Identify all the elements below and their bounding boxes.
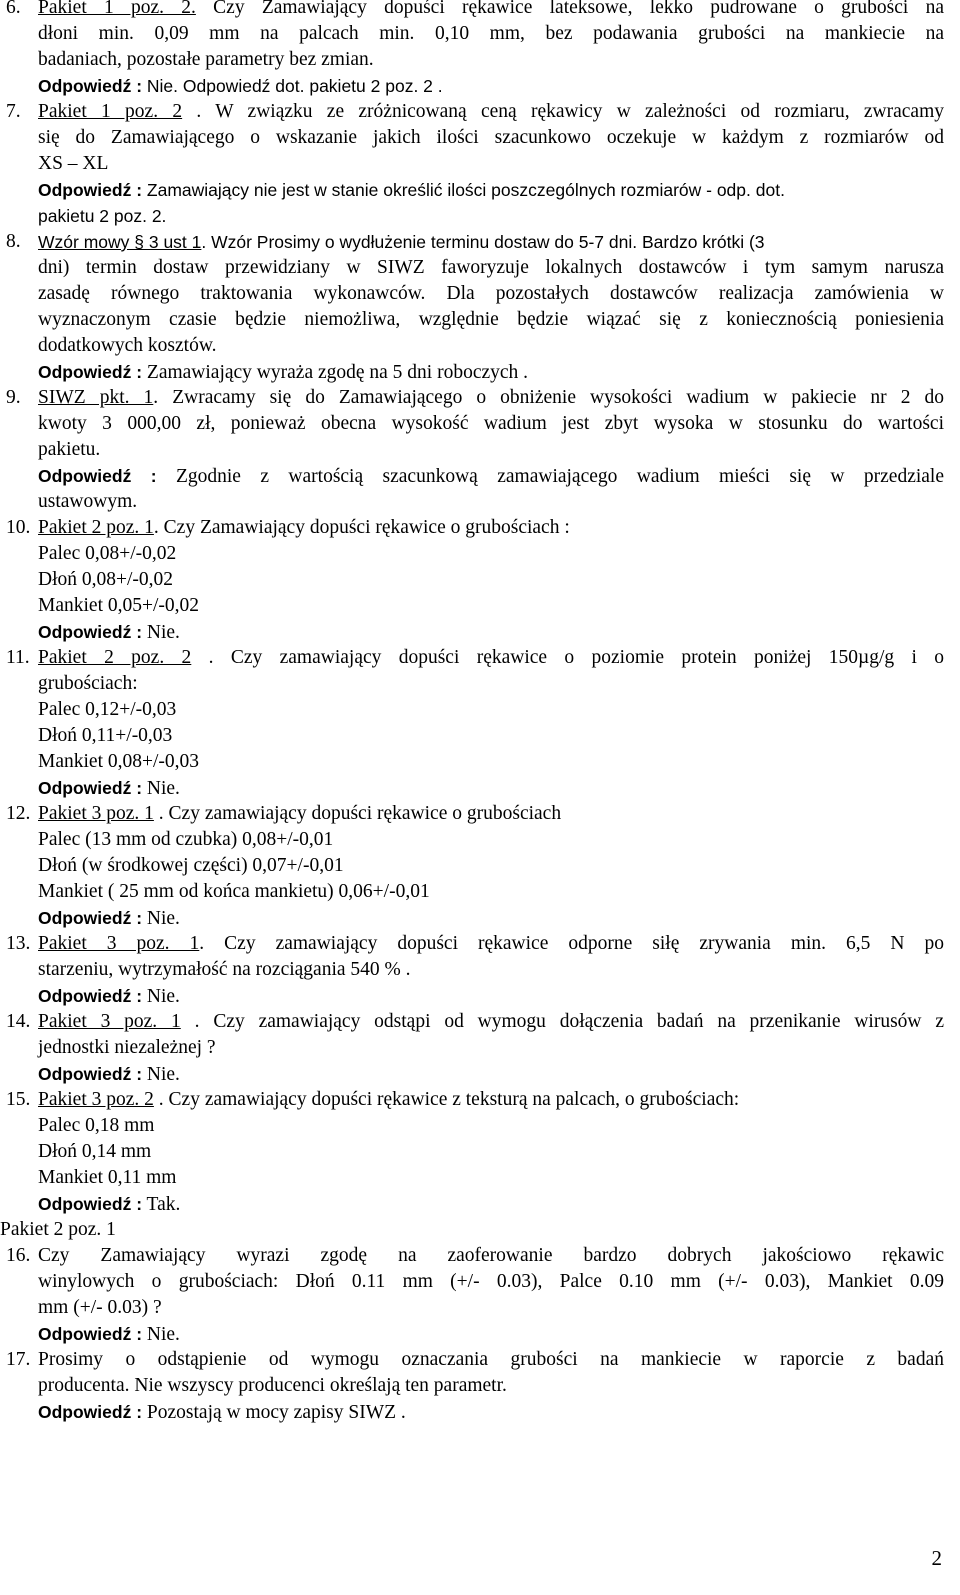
answer-label: Odpowiedź : — [38, 362, 143, 382]
answer-line: Odpowiedź : Nie. — [38, 1324, 180, 1345]
answer-line: ustawowym. — [38, 491, 138, 512]
item-number: 8. — [6, 231, 21, 252]
answer-label: Odpowiedź : — [38, 1402, 143, 1422]
sub-line: Dłoń 0,14 mm — [38, 1141, 152, 1162]
sub-line: Mankiet 0,08+/-0,03 — [38, 751, 200, 772]
question-line: Pakiet 2 poz. 1. Czy Zamawiający dopuści rękawice o grubościach : — [38, 517, 570, 538]
sub-line: Mankiet 0,05+/-0,02 — [38, 595, 200, 616]
question-line: Pakiet 3 poz. 1 . Czy zamawiający odstąpi od wymogu dołączenia badań na przenikanie wirusów z — [38, 1011, 944, 1032]
answer-label: Odpowiedź : — [38, 622, 143, 642]
section-heading: Pakiet 2 poz. 1 — [0, 1219, 116, 1240]
answer-line: Odpowiedź : Nie. — [38, 778, 180, 799]
question-line: kwoty 3 000,00 zł, ponieważ obecna wysokość wadium jest zbyt wysoka w stosunku do wartości — [38, 413, 944, 434]
sub-line: Palec 0,08+/-0,02 — [38, 543, 177, 564]
item-number: 14. — [6, 1011, 31, 1032]
answer-line: Odpowiedź : Nie. — [38, 986, 180, 1007]
answer-line: Odpowiedź : Pozostają w mocy zapisy SIWZ . — [38, 1402, 406, 1423]
answer-label: Odpowiedź : — [38, 76, 143, 96]
answer-line: Odpowiedź : Nie. — [38, 908, 180, 929]
question-line: Pakiet 3 poz. 1. Czy zamawiający dopuści rękawice odporne siłę zrywania min. 6,5 N po — [38, 933, 944, 954]
answer-line: Odpowiedź : Nie. — [38, 1064, 180, 1085]
question-line: Pakiet 3 poz. 2 . Czy zamawiający dopuści rękawice z teksturą na palcach, o grubościach: — [38, 1089, 740, 1110]
answer-line: pakietu 2 poz. 2. — [38, 206, 167, 226]
item-number: 11. — [6, 647, 30, 668]
question-reference: Pakiet 2 poz. 2 — [38, 647, 192, 668]
item-number: 13. — [6, 933, 31, 954]
sub-line: Dłoń (w środkowej części) 0,07+/-0,01 — [38, 855, 344, 876]
answer-label: Odpowiedź : — [38, 466, 157, 486]
sub-line: Dłoń 0,08+/-0,02 — [38, 569, 174, 590]
item-number: 10. — [6, 517, 31, 538]
question-reference: Pakiet 3 poz. 1 — [38, 933, 200, 954]
question-reference: Pakiet 3 poz. 2 — [38, 1089, 154, 1110]
question-reference: Wzór mowy § 3 ust 1 — [38, 232, 202, 252]
question-line: dłoni min. 0,09 mm na palcach min. 0,10 mm, bez podawania grubości na mankiecie na — [38, 23, 944, 44]
answer-label: Odpowiedź : — [38, 1064, 143, 1084]
item-number: 15. — [6, 1089, 31, 1110]
answer-label: Odpowiedź : — [38, 1324, 143, 1344]
question-line: Pakiet 2 poz. 2 . Czy zamawiający dopuści rękawice o poziomie protein poniżej 150µg/g i o — [38, 647, 944, 668]
sub-line: Palec 0,12+/-0,03 — [38, 699, 177, 720]
question-reference: Pakiet 3 poz. 1 — [38, 803, 154, 824]
question-line: pakietu. — [38, 439, 101, 460]
item-number: 6. — [6, 0, 21, 18]
answer-line: Odpowiedź : Nie. Odpowiedź dot. pakietu 2 poz. 2 . — [38, 76, 443, 96]
question-line: Czy Zamawiający wyrazi zgodę na zaoferowanie bardzo dobrych jakościowo rękawic — [38, 1245, 944, 1266]
question-line: grubościach: — [38, 673, 138, 694]
answer-line: Odpowiedź : Tak. — [38, 1194, 181, 1215]
question-line: winylowych o grubościach: Dłoń 0.11 mm (+/- 0.03), Palce 0.10 mm (+/- 0.03), Mankiet 0.09 — [38, 1271, 944, 1292]
sub-line: Mankiet 0,11 mm — [38, 1167, 177, 1188]
question-line: Pakiet 1 poz. 2. Czy Zamawiający dopuści rękawice lateksowe, lekko pudrowane o grubości na — [38, 0, 944, 20]
question-line: mm (+/- 0.03) ? — [38, 1297, 162, 1318]
sub-line: Palec 0,18 mm — [38, 1115, 155, 1136]
question-line: SIWZ pkt. 1. Zwracamy się do Zamawiającego o obniżenie wysokości wadium w pakiecie nr 2 do — [38, 387, 944, 408]
question-reference: Pakiet 1 poz. 2 — [38, 101, 183, 122]
question-reference: Pakiet 1 poz. 2. — [38, 0, 196, 18]
question-reference: SIWZ pkt. 1 — [38, 387, 154, 408]
question-line: starzeniu, wytrzymałość na rozciągania 540 % . — [38, 959, 411, 980]
sub-line: Palec (13 mm od czubka) 0,08+/-0,01 — [38, 829, 334, 850]
question-line: jednostki niezależnej ? — [38, 1037, 216, 1058]
question-line: Pakiet 3 poz. 1 . Czy zamawiający dopuści rękawice o grubościach — [38, 803, 562, 824]
question-line: dodatkowych kosztów. — [38, 335, 217, 356]
item-number: 12. — [6, 803, 31, 824]
page-number: 2 — [931, 1546, 942, 1570]
answer-line: Odpowiedź : Zgodnie z wartością szacunkową zamawiającego wadium mieści się w przedziale — [38, 466, 944, 487]
answer-line: Odpowiedź : Zamawiający nie jest w stanie określić ilości poszczególnych rozmiarów - odp. dot. — [38, 180, 785, 200]
item-number: 16. — [6, 1245, 31, 1266]
question-line: się do Zamawiającego o wskazanie jakich ilości szacunkowo oczekuje w każdym z rozmiarów od — [38, 127, 944, 148]
answer-line: Odpowiedź : Nie. — [38, 622, 180, 643]
question-line: XS – XL — [38, 153, 109, 174]
answer-label: Odpowiedź : — [38, 180, 143, 200]
item-number: 17. — [6, 1349, 31, 1370]
sub-line: Dłoń 0,11+/-0,03 — [38, 725, 173, 746]
answer-label: Odpowiedź : — [38, 778, 143, 798]
question-line: Pakiet 1 poz. 2 . W związku ze zróżnicowaną ceną rękawicy w zależności od rozmiaru, zwracamy — [38, 101, 944, 122]
question-line: zasadę równego traktowania wykonawców. Dla pozostałych dostawców realizacja zamówienia w — [38, 283, 944, 304]
question-line: dni) termin dostaw przewidziany w SIWZ faworyzuje lokalnych dostawców i tym samym narusza — [38, 257, 944, 278]
question-reference: Pakiet 3 poz. 1 — [38, 1011, 181, 1032]
question-line: Prosimy o odstąpienie od wymogu oznaczania grubości na mankiecie w raporcie z badań — [38, 1349, 944, 1370]
item-number: 7. — [6, 101, 21, 122]
answer-label: Odpowiedź : — [38, 908, 143, 928]
item-number: 9. — [6, 387, 21, 408]
question-line: wyznaczonym czasie będzie niemożliwa, względnie będzie wiązać się z koniecznością poniesienia — [38, 309, 944, 330]
question-line: badaniach, pozostałe parametry bez zmian. — [38, 49, 374, 70]
answer-line: Odpowiedź : Zamawiający wyraża zgodę na 5 dni roboczych . — [38, 362, 529, 383]
question-line: producenta. Nie wszyscy producenci określają ten parametr. — [38, 1375, 507, 1396]
question-line: Wzór mowy § 3 ust 1. Wzór Prosimy o wydłużenie terminu dostaw do 5-7 dni. Bardzo krótki (3 — [38, 232, 765, 252]
question-reference: Pakiet 2 poz. 1 — [38, 517, 154, 538]
answer-label: Odpowiedź : — [38, 1194, 143, 1214]
sub-line: Mankiet ( 25 mm od końca mankietu) 0,06+/-0,01 — [38, 881, 430, 902]
answer-label: Odpowiedź : — [38, 986, 143, 1006]
